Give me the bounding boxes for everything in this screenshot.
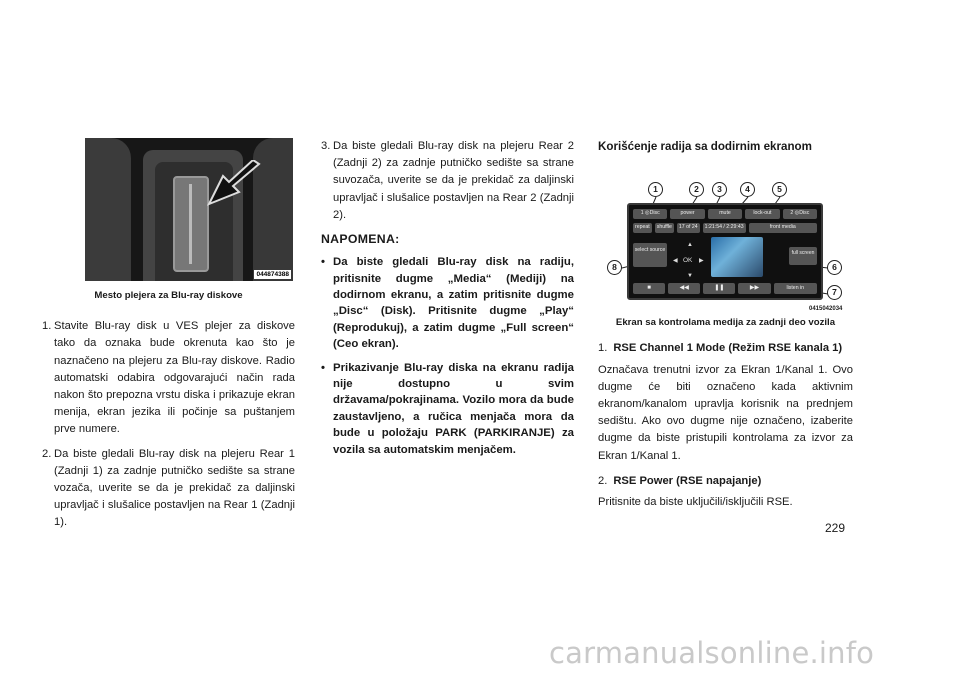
next-button[interactable]: ▶▶ xyxy=(738,283,770,294)
section-heading: Korišćenje radija sa dodirnim ekranom xyxy=(598,140,812,153)
item-number: 1. xyxy=(598,342,608,355)
bullet-icon: • xyxy=(321,256,325,269)
item-text: Označava trenutni izvor za Ekran 1/Kanal 1. Ovo dugme će biti označeno kada aktivnim ekranom/kanalom upravlja korisnik na prednjem sedištu. Ako ovo dugme nije označeno, izaberite dugme da biste pristupili kontrolama za izvor za Ekran 1/Kanal 1. xyxy=(598,363,853,462)
down-arrow-icon[interactable]: ▼ xyxy=(687,273,693,280)
bullet-icon: • xyxy=(321,361,325,374)
callout-3: 3 xyxy=(712,182,727,197)
figure-caption: Ekran sa kontrolama medija za zadnji deo vozila xyxy=(615,317,836,329)
callout-8: 8 xyxy=(607,260,622,275)
callout-4: 4 xyxy=(740,182,755,197)
select-source-button[interactable]: select source xyxy=(633,243,667,267)
media-screen xyxy=(627,203,823,300)
listen-in-button[interactable]: listen in xyxy=(774,283,817,294)
step-text: Stavite Blu-ray disk u VES plejer za diskove tako da oznaka bude okrenuta kao što je naznačeno na plejeru za Blu-ray diskove. Radio automatski odabira odgovarajući način rada nakon što prepozna vrstu diska i prikazuje ekran menija, ekran jezika ili počinje sa puštanjem prve numere. xyxy=(54,320,295,436)
page-number: 229 xyxy=(825,521,846,535)
list-item xyxy=(321,254,574,352)
stop-button[interactable]: ■ xyxy=(633,283,665,294)
step-number: 2. xyxy=(42,447,52,460)
figure-caption: Mesto plejera za Blu-ray diskove xyxy=(94,290,243,301)
instruction-list xyxy=(42,318,295,531)
repeat-button[interactable]: repeat xyxy=(633,223,652,233)
instruction-list xyxy=(321,138,574,224)
arrow-icon xyxy=(205,160,261,210)
list-item xyxy=(321,138,574,224)
list-item xyxy=(321,360,574,458)
callout-7: 7 xyxy=(827,285,842,300)
figure-code: 0415042034 xyxy=(809,306,843,313)
item-title: RSE Power (RSE napajanje) xyxy=(613,474,762,487)
note-text: Prikazivanje Blu-ray diska na ekranu radija nije dostupno u svim državama/pokrajinama. Vozilo mora da bude zaustavljeno, a ručica menjača mora da bude u položaju PARK (PARKIRANJE) za vozila sa automatskim menjačem. xyxy=(333,361,574,456)
step-text: Da biste gledali Blu-ray disk na plejeru Rear 2 (Zadnji 2) za zadnje putničko sedište sa strane suvozača, uverite se da je prekidač za daljinski upravljač i slušalice postavljen na Rear 2 (Zadnji 2). xyxy=(333,140,574,221)
item-title: RSE Channel 1 Mode (Režim RSE kanala 1) xyxy=(613,342,843,355)
note-heading: NAPOMENA: xyxy=(321,232,400,247)
right-arrow-icon[interactable]: ▶ xyxy=(699,258,704,265)
touch-screen-figure xyxy=(598,163,853,313)
note-text: Da biste gledali Blu-ray disk na radiju, pritisnite dugme „Media“ (Mediji) na dodirnom ekranu, a zatim pritisnite dugme „Disc“ (Disk). Pritisnite dugme „Play“ (Reprodukuj), a zatim dugme „Full screen“ (Ceo ekran). xyxy=(333,256,574,351)
pause-button[interactable]: ❚❚ xyxy=(703,283,735,294)
callout-2: 2 xyxy=(689,182,704,197)
item-heading xyxy=(598,473,853,490)
right-column xyxy=(598,138,853,519)
step-number: 1. xyxy=(42,320,52,333)
list-item xyxy=(42,318,295,438)
note-list xyxy=(321,254,574,458)
item-text: Pritisnite da biste uključili/isključili RSE. xyxy=(598,496,793,509)
full-screen-button[interactable]: full screen xyxy=(789,247,817,265)
mute-button[interactable]: mute xyxy=(708,209,742,219)
power-button[interactable]: power xyxy=(670,209,704,219)
up-arrow-icon[interactable]: ▲ xyxy=(687,242,693,249)
front-media-button[interactable]: front media xyxy=(749,223,817,233)
item-number: 2. xyxy=(598,474,608,487)
time-readout: 1:21:54 / 2:29:43 xyxy=(703,223,746,233)
callout-5: 5 xyxy=(772,182,787,197)
list-item xyxy=(42,446,295,532)
shuffle-button[interactable]: shuffle xyxy=(655,223,674,233)
dpad[interactable] xyxy=(673,237,707,280)
channel-2-button[interactable]: 2 ◎Disc xyxy=(783,209,817,219)
left-arrow-icon[interactable]: ◀ xyxy=(673,258,678,265)
track-counter: 17 of 24 xyxy=(677,223,700,233)
album-art xyxy=(711,237,763,277)
step-text: Da biste gledali Blu-ray disk na plejeru Rear 1 (Zadnji 1) za zadnje putničko sedište sa strane vozača, uverite se da je prekidač za daljinski upravljač i slušalice postavljen na Rear 1 (Zadnji 1). xyxy=(54,447,295,529)
item-heading xyxy=(598,340,853,357)
callout-1: 1 xyxy=(648,182,663,197)
watermark: carmanualsonline.info xyxy=(549,636,875,670)
blu-ray-player-photo xyxy=(85,138,293,281)
channel-1-button[interactable]: 1 ◎Disc xyxy=(633,209,667,219)
middle-column xyxy=(321,138,574,465)
ok-button[interactable]: OK xyxy=(683,257,693,265)
left-column xyxy=(42,138,295,539)
lock-out-button[interactable]: lock-out xyxy=(745,209,779,219)
figure-code: 044874388 xyxy=(256,271,289,278)
previous-button[interactable]: ◀◀ xyxy=(668,283,700,294)
callout-6: 6 xyxy=(827,260,842,275)
step-number: 3. xyxy=(321,140,331,152)
